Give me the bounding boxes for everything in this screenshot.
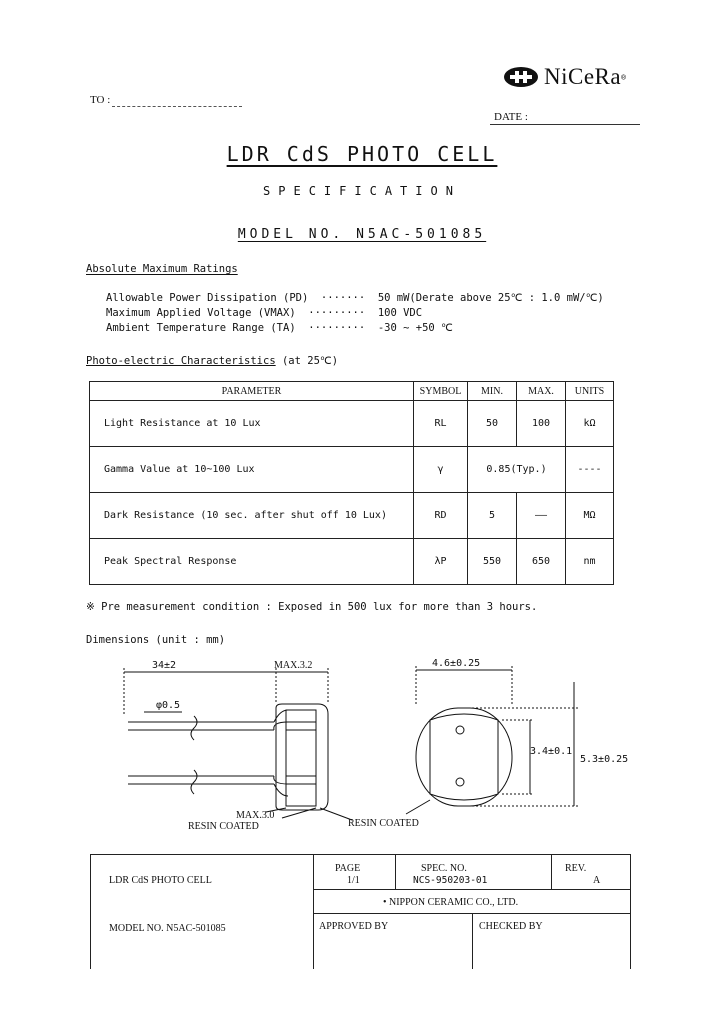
label-resin-coated-left: RESIN COATED <box>188 821 259 832</box>
photo-electric-heading-suffix: (at 25℃) <box>275 355 339 367</box>
col-header-symbol: SYMBOL <box>414 382 468 401</box>
title-block-model: MODEL NO. N5AC-501085 <box>109 923 226 934</box>
title-block-divider <box>551 855 552 889</box>
title-block-divider <box>313 855 314 969</box>
cell-min: 550 <box>468 539 517 585</box>
table-row <box>90 493 614 539</box>
dim-inner-height: 3.4±0.1 <box>530 746 573 757</box>
logo-mark-icon <box>502 66 540 88</box>
cell-max: 650 <box>517 539 566 585</box>
absolute-max-row: Maximum Applied Voltage (VMAX) ········· 100 VDC <box>106 307 423 319</box>
date-field-line <box>490 124 640 125</box>
ceramic-body <box>286 710 316 806</box>
table-row <box>90 401 614 447</box>
absolute-max-row: Ambient Temperature Range (TA) ········· -30 ~ +50 ℃ <box>106 322 453 334</box>
col-header-units: UNITS <box>566 382 614 401</box>
resin-coating-outline <box>276 704 328 810</box>
cell-parameter: Peak Spectral Response <box>90 539 414 585</box>
table-row <box>90 447 614 493</box>
cell-symbol: RL <box>414 401 468 447</box>
col-header-max: MAX. <box>517 382 566 401</box>
dim-width: 4.6±0.25 <box>432 658 481 669</box>
title-block-divider <box>630 855 631 969</box>
company-logo <box>502 60 626 94</box>
cell-unit: kΩ <box>566 401 614 447</box>
photo-electric-heading <box>86 355 338 367</box>
document-title-text: LDR CdS PHOTO CELL <box>226 142 498 166</box>
cell-parameter: Gamma Value at 10~100 Lux <box>90 447 414 493</box>
leader-line <box>406 800 430 814</box>
title-block-page-value: 1/1 <box>347 875 360 886</box>
dimension-drawing <box>90 650 650 840</box>
to-field-line <box>112 106 242 107</box>
title-block-page-label: PAGE <box>335 863 361 874</box>
title-block-checked-by: CHECKED BY <box>479 921 543 932</box>
document-title <box>0 142 724 166</box>
cell-min: 5 <box>468 493 517 539</box>
cell-max: —— <box>517 493 566 539</box>
col-header-min: MIN. <box>468 382 517 401</box>
front-view-inner <box>430 714 498 800</box>
photo-electric-heading-text: Photo-electric Characteristics <box>86 355 276 367</box>
cell-max: 100 <box>517 401 566 447</box>
absolute-max-heading: Absolute Maximum Ratings <box>86 263 238 275</box>
model-number-text: MODEL NO. N5AC-501085 <box>237 227 487 242</box>
cell-parameter: Dark Resistance (10 sec. after shut off 10 Lux) <box>90 493 414 539</box>
cell-parameter: Light Resistance at 10 Lux <box>90 401 414 447</box>
cell-unit: ---- <box>566 447 614 493</box>
col-header-parameter: PARAMETER <box>90 382 414 401</box>
characteristics-table <box>89 381 614 585</box>
dim-lead-diameter: φ0.5 <box>156 700 181 711</box>
label-resin-coated-right: RESIN COATED <box>348 818 419 829</box>
title-block-rev-label: REV. <box>565 863 587 874</box>
title-block-rev-value: A <box>593 875 601 886</box>
cell-unit: nm <box>566 539 614 585</box>
title-block <box>90 854 631 969</box>
cell-typical: 0.85(Typ.) <box>468 447 566 493</box>
model-number-heading <box>0 227 724 242</box>
dim-max-depth-bottom: MAX.3.0 <box>236 810 275 821</box>
logo-wordmark: NiCeRa <box>544 64 622 89</box>
title-block-approved-by: APPROVED BY <box>319 921 389 932</box>
title-block-spec-value: NCS-950203-01 <box>413 875 488 886</box>
table-row <box>90 539 614 585</box>
break-mark-icon <box>191 770 197 794</box>
table-header-row <box>90 382 614 401</box>
cell-symbol: λP <box>414 539 468 585</box>
date-label: DATE : <box>494 111 528 123</box>
cell-symbol: RD <box>414 493 468 539</box>
title-block-divider <box>313 913 631 914</box>
document-subtitle: SPECIFICATION <box>263 184 461 198</box>
absolute-max-row: Allowable Power Dissipation (PD) ······· 50 mW(Derate above 25℃ : 1.0 mW/℃) <box>106 292 604 304</box>
dim-outer-height: 5.3±0.25 <box>580 754 629 765</box>
title-block-divider <box>313 889 631 890</box>
title-block-spec-label: SPEC. NO. <box>421 863 467 874</box>
cell-symbol: γ <box>414 447 468 493</box>
cell-min: 50 <box>468 401 517 447</box>
dim-lead-length: 34±2 <box>152 660 177 671</box>
title-block-company: • NIPPON CERAMIC CO., LTD. <box>383 897 519 908</box>
title-block-product: LDR CdS PHOTO CELL <box>109 875 212 886</box>
to-label: TO : <box>90 94 111 106</box>
lead-hole <box>456 778 464 786</box>
measurement-note: ※ Pre measurement condition : Exposed in 500 lux for more than 3 hours. <box>86 601 538 613</box>
lead-hole <box>456 726 464 734</box>
title-block-divider <box>472 913 473 969</box>
title-block-divider <box>395 855 396 889</box>
dimensions-heading: Dimensions (unit : mm) <box>86 634 226 646</box>
logo-registered-mark: ® <box>621 72 626 82</box>
cell-unit: MΩ <box>566 493 614 539</box>
break-mark-icon <box>191 716 197 740</box>
dim-max-depth-top: MAX.3.2 <box>274 660 313 671</box>
